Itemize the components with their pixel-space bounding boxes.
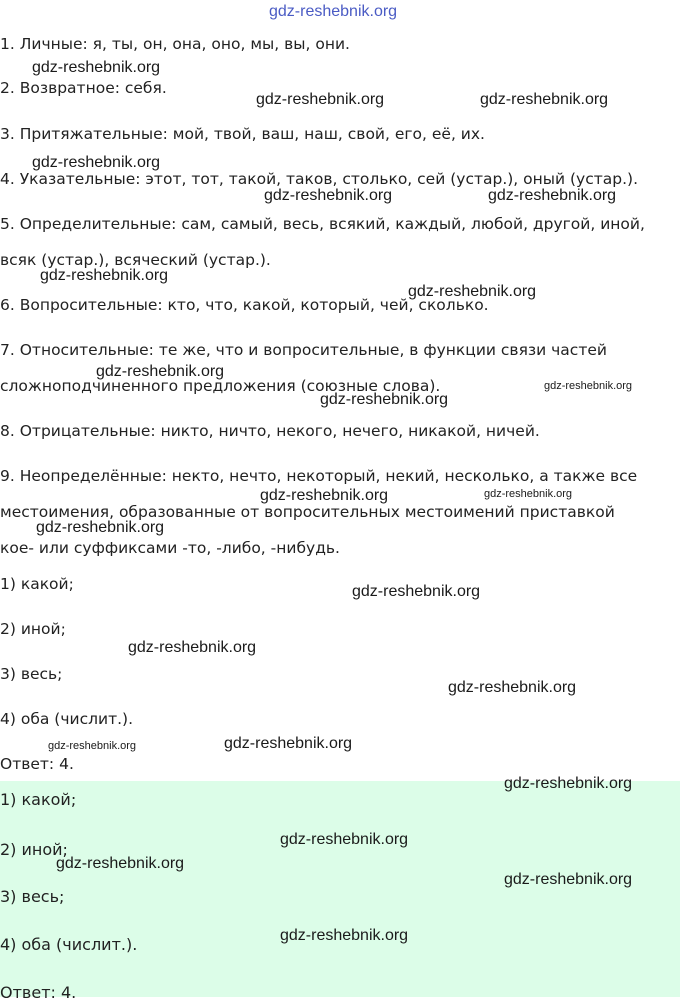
watermark-text: gdz-reshebnik.org (48, 740, 137, 752)
watermark-text: gdz-reshebnik.org (280, 927, 409, 944)
text-line: 2. Возвратное: себя. (0, 79, 167, 97)
watermark-text: gdz-reshebnik.org (32, 59, 161, 76)
watermark-text: gdz-reshebnik.org (280, 831, 409, 848)
watermark-text: gdz-reshebnik.org (448, 679, 577, 696)
answer-option: 4) оба (числит.). (0, 710, 134, 728)
answer-option: 3) весь; (0, 665, 63, 683)
text-line: 4. Указательные: этот, тот, такой, таков, столько, сей (устар.), оный (устар.). (0, 170, 639, 188)
text-line: 9. Неопределённые: некто, нечто, некоторый, некий, несколько, а также все (0, 467, 638, 485)
watermark-text: gdz-reshebnik.org (484, 488, 573, 500)
watermark-text: gdz-reshebnik.org (128, 639, 257, 656)
watermark-text: gdz-reshebnik.org (504, 775, 633, 792)
watermark-text: gdz-reshebnik.org (256, 91, 385, 108)
answer-block-option: 1) какой; (0, 790, 77, 809)
answer-block-option: 2) иной; (0, 840, 68, 859)
text-line: сложноподчиненного предложения (союзные слова). (0, 377, 441, 395)
answer-block-option: 3) весь; (0, 887, 65, 906)
watermark-text: gdz-reshebnik.org (480, 91, 609, 108)
answer-block (0, 781, 680, 997)
text-line: 8. Отрицательные: никто, ничто, некого, нечего, никакой, ничей. (0, 422, 540, 440)
watermark-text: gdz-reshebnik.org (544, 380, 633, 392)
watermark-text: gdz-reshebnik.org (56, 855, 185, 872)
answer-block-answer: Ответ: 4. (0, 983, 77, 1002)
text-line: 3. Притяжательные: мой, твой, ваш, наш, свой, его, её, их. (0, 125, 485, 143)
watermark-text: gdz-reshebnik.org (408, 283, 537, 300)
watermark-text: gdz-reshebnik.org (488, 187, 617, 204)
answer-text: Ответ: 4. (0, 755, 74, 773)
text-line: всяк (устар.), всяческий (устар.). (0, 251, 271, 269)
site-header-link[interactable]: gdz-reshebnik.org (269, 3, 398, 20)
text-line: 5. Определительные: сам, самый, весь, всякий, каждый, любой, другой, иной, (0, 215, 645, 233)
answer-option: 1) какой; (0, 575, 74, 593)
watermark-text: gdz-reshebnik.org (260, 487, 389, 504)
text-line: 7. Относительные: те же, что и вопросительные, в функции связи частей (0, 341, 607, 359)
watermark-text: gdz-reshebnik.org (96, 363, 225, 380)
answer-block-option: 4) оба (числит.). (0, 935, 138, 954)
text-line: местоимения, образованные от вопросительных местоимений приставкой (0, 503, 615, 521)
watermark-text: gdz-reshebnik.org (264, 187, 393, 204)
answer-option: 2) иной; (0, 620, 66, 638)
watermark-text: gdz-reshebnik.org (504, 871, 633, 888)
text-line: 6. Вопросительные: кто, что, какой, который, чей, сколько. (0, 296, 489, 314)
text-line: кое- или суффиксами -то, -либо, -нибудь. (0, 539, 340, 557)
watermark-text: gdz-reshebnik.org (40, 267, 169, 284)
watermark-text: gdz-reshebnik.org (352, 583, 481, 600)
watermark-text: gdz-reshebnik.org (224, 735, 353, 752)
watermark-text: gdz-reshebnik.org (36, 519, 165, 536)
watermark-text: gdz-reshebnik.org (32, 154, 161, 171)
text-line: 1. Личные: я, ты, он, она, оно, мы, вы, они. (0, 35, 350, 53)
watermark-text: gdz-reshebnik.org (320, 391, 449, 408)
